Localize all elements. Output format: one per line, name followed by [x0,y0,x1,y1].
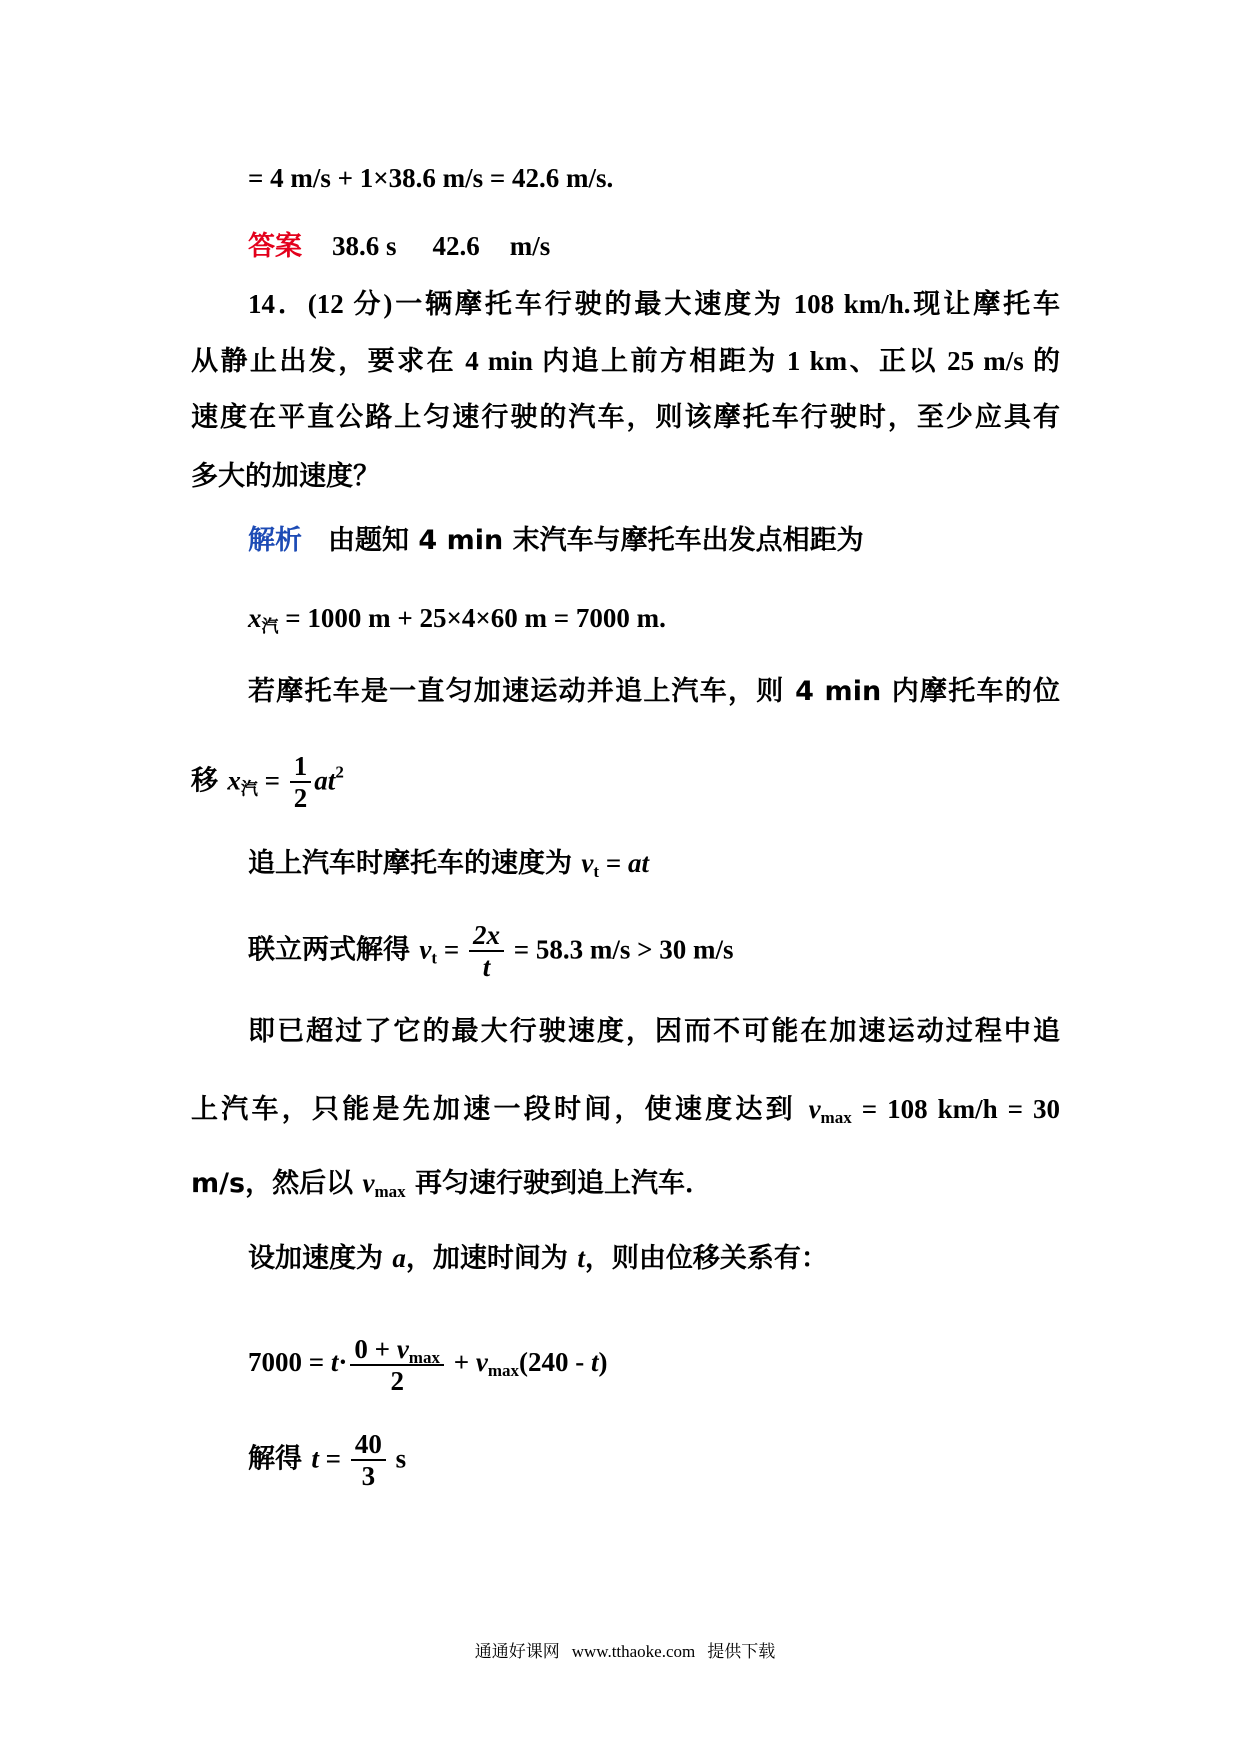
vmax-sub: max [408,1348,440,1367]
position-equation [248,1334,608,1396]
equation-paren-open: (240 - [519,1347,591,1378]
result-var: t [311,1443,319,1474]
question-line-3: 速度在平直公路上匀速行驶的汽车，则该摩托车行驶时，至少应具有 [191,402,1060,432]
fraction-denominator: 2 [293,783,308,813]
vmax-sub: max [820,1108,852,1127]
footer-action: 提供下载 [707,1642,776,1661]
setup-t-text: ，加速时间为 [405,1243,578,1274]
setup-end: ，则由位移关系有： [584,1243,828,1274]
footer-url: www.tthaoke.com [571,1642,696,1661]
analysis-intro: 由题知 4 min 末汽车与摩托车出发点相距为 [328,525,864,556]
exceed-line-2-text: 上汽车，只能是先加速一段时间，使速度达到 [191,1094,809,1125]
vmax-var: v [362,1168,375,1198]
exceed-line-3-end: 再匀速行驶到追上汽车． [405,1168,713,1199]
page-footer [0,1641,1240,1663]
half-fraction [290,751,312,813]
result-text: 解得 [248,1443,312,1475]
combine-result: = 58.3 m/s > 30 m/s [506,934,734,965]
setup-line [248,1241,828,1276]
setup-t-var: t [577,1243,585,1273]
combine-var: v [419,934,432,965]
fraction-denominator: 3 [361,1461,376,1491]
catch-speed-equals: = [599,848,628,878]
result-line [248,1429,406,1491]
combine-text: 联立两式解得 [248,934,420,966]
answer-time: 38.6 s [332,231,397,261]
vmax-sub: max [374,1182,406,1201]
displacement-prefix: 移 [191,765,228,797]
exceed-line-3 [191,1166,712,1201]
displacement-equals: = [257,765,287,796]
equation-fraction [350,1334,444,1396]
displacement-formula [191,751,344,813]
exceed-line-2 [191,1092,1060,1127]
catch-speed-text: 追上汽车时摩托车的速度为 [248,848,582,879]
equation-t: t [330,1347,339,1378]
vmax-var: v [475,1347,488,1378]
combine-line [248,920,733,982]
analysis-label: 解析 [248,525,302,556]
displacement-var: x [227,765,241,796]
result-equals: = [318,1443,348,1474]
result-fraction [351,1429,386,1491]
equation-t: t [591,1347,599,1378]
catch-speed-var: v [581,848,594,878]
fraction-denominator: 2 [390,1366,404,1396]
answer-speed-unit: m/s [509,231,551,261]
vmax-sub: max [487,1361,520,1381]
vmax-var: v [396,1334,409,1364]
setup-a-var: a [392,1243,406,1273]
assumption-line: 若摩托车是一直匀加速运动并追上汽车，则 4 min 内摩托车的位 [248,676,1060,707]
displacement-sub: 汽 [240,779,258,800]
catch-speed-line [248,846,649,881]
vmax-var: v [808,1094,821,1124]
numerator-sum: 0 + [354,1334,397,1364]
question-line-2: 从静止出发，要求在 4 min 内追上前方相距为 1 km、正以 25 m/s 的 [191,346,1060,376]
catch-speed-sub: t [593,862,600,881]
car-distance-formula [248,601,666,635]
combine-fraction [469,920,504,982]
fraction-numerator: 2x [469,920,504,952]
vmax-value: = 108 km/h = 30 [851,1094,1060,1124]
question-line-4: 多大的加速度？ [191,461,380,491]
equation-paren-close: ) [598,1347,608,1378]
catch-speed-rhs: at [627,848,649,878]
equation-plus: + [446,1347,476,1378]
exceed-line-3-start: m/s，然后以 [191,1168,363,1199]
combine-equals: = [437,934,466,965]
answer-label: 答案 [248,231,302,262]
fraction-numerator [350,1334,444,1366]
fraction-numerator: 1 [290,751,312,783]
equation-dot: · [338,1347,348,1378]
question-line-1: 14．(12 分)一辆摩托车行驶的最大速度为 108 km/h.现让摩托车 [248,289,1060,319]
car-distance-sub: 汽 [261,617,279,636]
displacement-exponent: 2 [335,762,344,782]
footer-site: 通通好课网 [474,1642,560,1661]
analysis-intro-line [248,524,864,558]
previous-solution-line: = 4 m/s + 1×38.6 m/s = 42.6 m/s. [248,163,614,193]
car-distance-expression: = 1000 m + 25×4×60 m = 7000 m. [278,603,666,633]
fraction-denominator: t [482,952,491,982]
answer-line [248,229,550,264]
answer-speed: 42.6 [432,231,480,261]
fraction-numerator: 40 [351,1429,386,1461]
result-unit: s [388,1443,407,1474]
equation-lhs: 7000 = [248,1347,331,1378]
combine-sub: t [431,948,438,968]
car-distance-var: x [248,603,262,633]
setup-a-text: 设加速度为 [248,1243,393,1274]
exceed-line-1: 即已超过了它的最大行驶速度，因而不可能在加速运动过程中追 [248,1016,1060,1047]
displacement-tail: at [314,765,336,796]
